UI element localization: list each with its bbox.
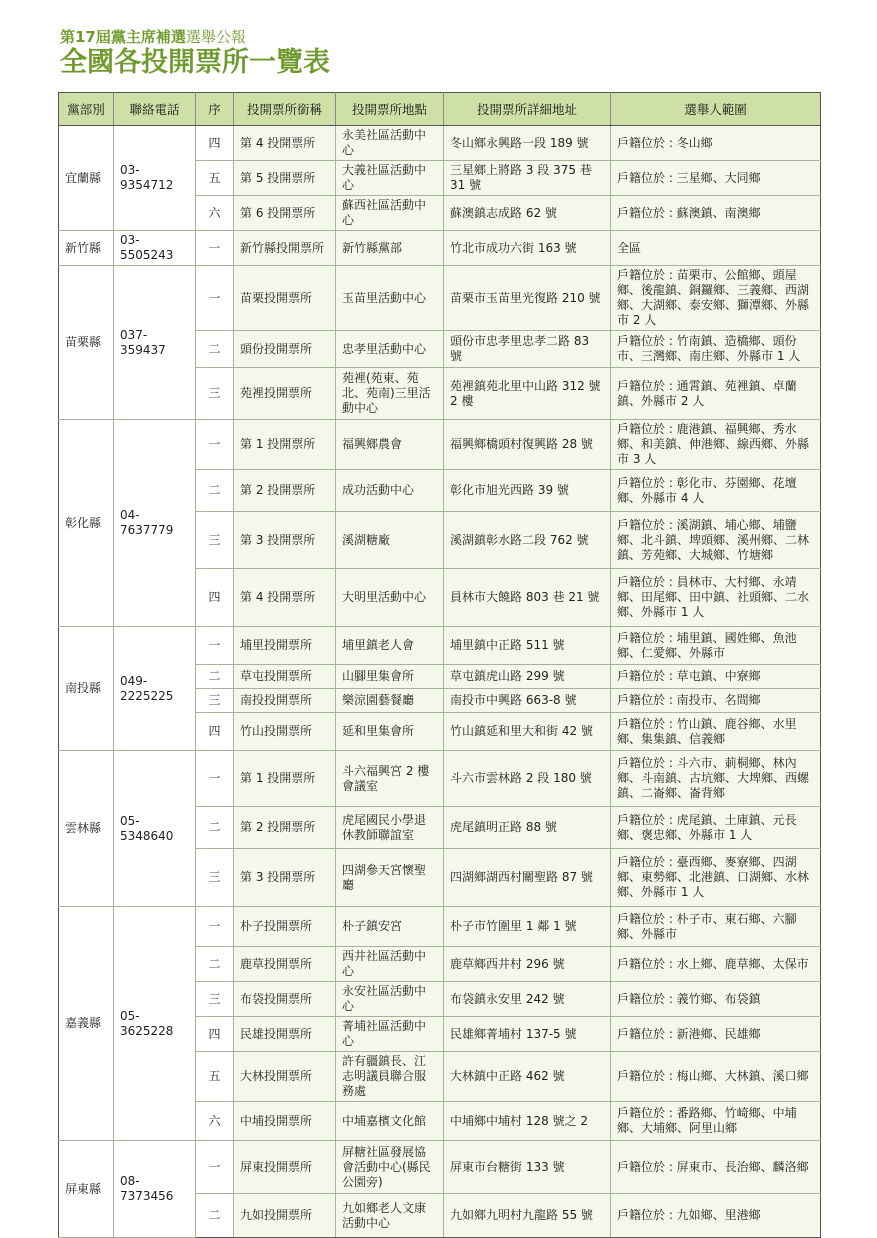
station-location-cell: 大義社區活動中心 xyxy=(336,161,444,196)
seq-cell: 三 xyxy=(196,689,234,713)
station-location-cell: 虎尾國民小學退休教師聯誼室 xyxy=(336,807,444,849)
seq-cell: 四 xyxy=(196,569,234,627)
station-location-cell: 福興鄉農會 xyxy=(336,420,444,470)
voter-scope-cell: 戶籍位於 : 彰化市、芬園鄉、花壇鄉、外縣市 4 人 xyxy=(611,470,821,512)
station-address-cell: 四湖鄉湖西村關聖路 87 號 xyxy=(444,849,611,907)
station-name-cell: 民雄投開票所 xyxy=(234,1017,336,1052)
seq-cell: 一 xyxy=(196,751,234,807)
phone-cell: 05-5348640 xyxy=(114,751,196,907)
column-header: 選舉人範圍 xyxy=(611,93,821,126)
phone-cell: 03-9354712 xyxy=(114,126,196,231)
seq-cell: 一 xyxy=(196,231,234,266)
station-name-cell: 朴子投開票所 xyxy=(234,907,336,947)
station-location-cell: 蘇西社區活動中心 xyxy=(336,196,444,231)
station-name-cell: 苗栗投開票所 xyxy=(234,266,336,331)
table-row xyxy=(59,420,821,470)
station-address-cell: 虎尾鎮明正路 88 號 xyxy=(444,807,611,849)
table-row xyxy=(59,1141,821,1194)
seq-cell: 四 xyxy=(196,713,234,751)
seq-cell: 三 xyxy=(196,368,234,420)
station-location-cell: 菁埔社區活動中心 xyxy=(336,1017,444,1052)
phone-cell: 05-3625228 xyxy=(114,907,196,1141)
station-address-cell: 苑裡鎮苑北里中山路 312 號 2 樓 xyxy=(444,368,611,420)
station-address-cell: 員林市大饒路 803 巷 21 號 xyxy=(444,569,611,627)
station-name-cell: 第 5 投開票所 xyxy=(234,161,336,196)
station-location-cell: 玉苗里活動中心 xyxy=(336,266,444,331)
voter-scope-cell: 戶籍位於 : 埔里鎮、國姓鄉、魚池鄉、仁愛鄉、外縣市 xyxy=(611,627,821,665)
station-name-cell: 九如投開票所 xyxy=(234,1194,336,1238)
station-address-cell: 埔里鎮中正路 511 號 xyxy=(444,627,611,665)
county-cell: 彰化縣 xyxy=(59,420,114,627)
station-name-cell: 南投投開票所 xyxy=(234,689,336,713)
seq-cell: 四 xyxy=(196,126,234,161)
station-address-cell: 斗六市雲林路 2 段 180 號 xyxy=(444,751,611,807)
voter-scope-cell: 戶籍位於 : 溪湖鎮、埔心鄉、埔鹽鄉、北斗鎮、埤頭鄉、溪州鄉、二林鎮、芳苑鄉、大城鄉、竹塘鄉 xyxy=(611,512,821,569)
station-location-cell: 成功活動中心 xyxy=(336,470,444,512)
station-name-cell: 苑裡投開票所 xyxy=(234,368,336,420)
station-address-cell: 福興鄉橋頭村復興路 28 號 xyxy=(444,420,611,470)
voter-scope-cell: 戶籍位於 : 通霄鎮、苑裡鎮、卓蘭鎮、外縣市 2 人 xyxy=(611,368,821,420)
subtitle-light: 選舉公報 xyxy=(185,28,246,46)
seq-cell: 二 xyxy=(196,331,234,368)
station-name-cell: 第 2 投開票所 xyxy=(234,470,336,512)
station-location-cell: 四湖參天宮懷聖廳 xyxy=(336,849,444,907)
voter-scope-cell: 戶籍位於 : 三星鄉、大同鄉 xyxy=(611,161,821,196)
station-location-cell: 新竹縣黨部 xyxy=(336,231,444,266)
column-header: 序 xyxy=(196,93,234,126)
seq-cell: 二 xyxy=(196,807,234,849)
subtitle-bold: 第17屆黨主席補選 xyxy=(60,28,186,46)
station-address-cell: 苗栗市玉苗里光復路 210 號 xyxy=(444,266,611,331)
county-cell: 新竹縣 xyxy=(59,231,114,266)
station-address-cell: 布袋鎮永安里 242 號 xyxy=(444,982,611,1017)
voter-scope-cell: 戶籍位於 : 水上鄉、鹿草鄉、太保市 xyxy=(611,947,821,982)
station-address-cell: 朴子市竹圍里 1 鄰 1 號 xyxy=(444,907,611,947)
station-name-cell: 第 1 投開票所 xyxy=(234,420,336,470)
seq-cell: 二 xyxy=(196,470,234,512)
voter-scope-cell: 戶籍位於 : 冬山鄉 xyxy=(611,126,821,161)
county-cell: 屏東縣 xyxy=(59,1141,114,1238)
station-name-cell: 第 4 投開票所 xyxy=(234,126,336,161)
voter-scope-cell: 戶籍位於 : 苗栗市、公館鄉、頭屋鄉、後龍鎮、銅鑼鄉、三義鄉、西湖鄉、大湖鄉、泰安鄉、獅潭鄉、外縣市 2 人 xyxy=(611,266,821,331)
seq-cell: 三 xyxy=(196,849,234,907)
station-address-cell: 民雄鄉菁埔村 137-5 號 xyxy=(444,1017,611,1052)
station-name-cell: 竹山投開票所 xyxy=(234,713,336,751)
station-name-cell: 第 1 投開票所 xyxy=(234,751,336,807)
voter-scope-cell: 戶籍位於 : 梅山鄉、大林鎮、溪口鄉 xyxy=(611,1052,821,1102)
table-row xyxy=(59,126,821,161)
phone-cell: 03-5505243 xyxy=(114,231,196,266)
phone-cell: 04-7637779 xyxy=(114,420,196,627)
station-name-cell: 屏東投開票所 xyxy=(234,1141,336,1194)
station-name-cell: 第 3 投開票所 xyxy=(234,849,336,907)
station-address-cell: 三星鄉上將路 3 段 375 巷 31 號 xyxy=(444,161,611,196)
station-name-cell: 布袋投開票所 xyxy=(234,982,336,1017)
voter-scope-cell: 戶籍位於 : 新港鄉、民雄鄉 xyxy=(611,1017,821,1052)
seq-cell: 三 xyxy=(196,512,234,569)
seq-cell: 一 xyxy=(196,420,234,470)
station-address-cell: 頭份市忠孝里忠孝二路 83 號 xyxy=(444,331,611,368)
voter-scope-cell: 戶籍位於 : 南投市、名間鄉 xyxy=(611,689,821,713)
station-location-cell: 朴子鎮安宮 xyxy=(336,907,444,947)
seq-cell: 四 xyxy=(196,1017,234,1052)
column-header: 投開票所地點 xyxy=(336,93,444,126)
station-location-cell: 斗六福興宮 2 樓會議室 xyxy=(336,751,444,807)
voter-scope-cell: 戶籍位於 : 九如鄉、里港鄉 xyxy=(611,1194,821,1238)
seq-cell: 五 xyxy=(196,1052,234,1102)
station-name-cell: 大林投開票所 xyxy=(234,1052,336,1102)
voter-scope-cell: 戶籍位於 : 虎尾鎮、土庫鎮、元長鄉、褒忠鄉、外縣市 1 人 xyxy=(611,807,821,849)
table-row xyxy=(59,266,821,331)
table-header-row xyxy=(59,93,821,126)
station-location-cell: 西井社區活動中心 xyxy=(336,947,444,982)
station-name-cell: 埔里投開票所 xyxy=(234,627,336,665)
voter-scope-cell: 戶籍位於 : 屏東市、長治鄉、麟洛鄉 xyxy=(611,1141,821,1194)
seq-cell: 一 xyxy=(196,907,234,947)
seq-cell: 五 xyxy=(196,161,234,196)
table-row xyxy=(59,751,821,807)
column-header: 投開票所銜稱 xyxy=(234,93,336,126)
voter-scope-cell: 全區 xyxy=(611,231,821,266)
station-address-cell: 蘇澳鎮志成路 62 號 xyxy=(444,196,611,231)
phone-cell: 037-359437 xyxy=(114,266,196,420)
seq-cell: 一 xyxy=(196,266,234,331)
seq-cell: 六 xyxy=(196,196,234,231)
station-address-cell: 竹北市成功六街 163 號 xyxy=(444,231,611,266)
county-cell: 雲林縣 xyxy=(59,751,114,907)
station-address-cell: 南投市中興路 663-8 號 xyxy=(444,689,611,713)
station-name-cell: 第 3 投開票所 xyxy=(234,512,336,569)
station-address-cell: 草屯鎮虎山路 299 號 xyxy=(444,665,611,689)
station-name-cell: 新竹縣投開票所 xyxy=(234,231,336,266)
seq-cell: 一 xyxy=(196,627,234,665)
station-location-cell: 屏糖社區發展協會活動中心(縣民公園旁) xyxy=(336,1141,444,1194)
station-location-cell: 許有疆鎮長、江志明議員聯合服務處 xyxy=(336,1052,444,1102)
station-location-cell: 溪湖糖廠 xyxy=(336,512,444,569)
station-location-cell: 永美社區活動中心 xyxy=(336,126,444,161)
station-location-cell: 苑裡(苑東、苑北、苑南)三里活動中心 xyxy=(336,368,444,420)
station-location-cell: 永安社區活動中心 xyxy=(336,982,444,1017)
station-location-cell: 山腳里集會所 xyxy=(336,665,444,689)
voter-scope-cell: 戶籍位於 : 義竹鄉、布袋鎮 xyxy=(611,982,821,1017)
voter-scope-cell: 戶籍位於 : 臺西鄉、麥寮鄉、四湖鄉、東勢鄉、北港鎮、口湖鄉、水林鄉、外縣市 1 人 xyxy=(611,849,821,907)
voter-scope-cell: 戶籍位於 : 鹿港鎮、福興鄉、秀水鄉、和美鎮、伸港鄉、線西鄉、外縣市 3 人 xyxy=(611,420,821,470)
station-location-cell: 忠孝里活動中心 xyxy=(336,331,444,368)
station-address-cell: 竹山鎮延和里大和街 42 號 xyxy=(444,713,611,751)
column-header: 聯絡電話 xyxy=(114,93,196,126)
voter-scope-cell: 戶籍位於 : 竹南鎮、造橋鄉、頭份市、三灣鄉、南庄鄉、外縣市 1 人 xyxy=(611,331,821,368)
column-header: 黨部別 xyxy=(59,93,114,126)
table-row xyxy=(59,627,821,665)
station-location-cell: 中埔嘉檳文化館 xyxy=(336,1102,444,1141)
station-address-cell: 屏東市台糖街 133 號 xyxy=(444,1141,611,1194)
station-address-cell: 大林鎮中正路 462 號 xyxy=(444,1052,611,1102)
seq-cell: 二 xyxy=(196,947,234,982)
page-title: 全國各投開票所一覽表 xyxy=(60,47,330,78)
page-header xyxy=(60,28,330,80)
seq-cell: 一 xyxy=(196,1141,234,1194)
station-location-cell: 九如鄉老人文康活動中心 xyxy=(336,1194,444,1238)
polling-station-table xyxy=(58,92,821,1238)
seq-cell: 二 xyxy=(196,665,234,689)
seq-cell: 二 xyxy=(196,1194,234,1238)
seq-cell: 六 xyxy=(196,1102,234,1141)
column-header: 投開票所詳細地址 xyxy=(444,93,611,126)
table-row xyxy=(59,907,821,947)
station-location-cell: 埔里鎮老人會 xyxy=(336,627,444,665)
voter-scope-cell: 戶籍位於 : 員林市、大村鄉、永靖鄉、田尾鄉、田中鎮、社頭鄉、二水鄉、外縣市 1 人 xyxy=(611,569,821,627)
county-cell: 宜蘭縣 xyxy=(59,126,114,231)
table-row xyxy=(59,231,821,266)
voter-scope-cell: 戶籍位於 : 番路鄉、竹崎鄉、中埔鄉、大埔鄉、阿里山鄉 xyxy=(611,1102,821,1141)
voter-scope-cell: 戶籍位於 : 蘇澳鎮、南澳鄉 xyxy=(611,196,821,231)
station-address-cell: 溪湖鎮彰水路二段 762 號 xyxy=(444,512,611,569)
station-name-cell: 中埔投開票所 xyxy=(234,1102,336,1141)
page-subtitle xyxy=(60,28,330,46)
station-name-cell: 鹿草投開票所 xyxy=(234,947,336,982)
county-cell: 苗栗縣 xyxy=(59,266,114,420)
voter-scope-cell: 戶籍位於 : 竹山鎮、鹿谷鄉、水里鄉、集集鎮、信義鄉 xyxy=(611,713,821,751)
station-address-cell: 彰化市旭光西路 39 號 xyxy=(444,470,611,512)
phone-cell: 08-7373456 xyxy=(114,1141,196,1238)
phone-cell: 049-2225225 xyxy=(114,627,196,751)
voter-scope-cell: 戶籍位於 : 斗六市、莿桐鄉、林內鄉、斗南鎮、古坑鄉、大埤鄉、西螺鎮、二崙鄉、崙背鄉 xyxy=(611,751,821,807)
station-name-cell: 草屯投開票所 xyxy=(234,665,336,689)
station-address-cell: 九如鄉九明村九龍路 55 號 xyxy=(444,1194,611,1238)
station-name-cell: 第 4 投開票所 xyxy=(234,569,336,627)
station-address-cell: 冬山鄉永興路一段 189 號 xyxy=(444,126,611,161)
station-name-cell: 頭份投開票所 xyxy=(234,331,336,368)
station-address-cell: 中埔鄉中埔村 128 號之 2 xyxy=(444,1102,611,1141)
station-address-cell: 鹿草鄉西井村 296 號 xyxy=(444,947,611,982)
county-cell: 南投縣 xyxy=(59,627,114,751)
voter-scope-cell: 戶籍位於 : 草屯鎮、中寮鄉 xyxy=(611,665,821,689)
station-location-cell: 大明里活動中心 xyxy=(336,569,444,627)
voter-scope-cell: 戶籍位於 : 朴子市、東石鄉、六腳鄉、外縣市 xyxy=(611,907,821,947)
seq-cell: 三 xyxy=(196,982,234,1017)
station-name-cell: 第 2 投開票所 xyxy=(234,807,336,849)
county-cell: 嘉義縣 xyxy=(59,907,114,1141)
station-location-cell: 樂涼園藝餐廳 xyxy=(336,689,444,713)
station-location-cell: 延和里集會所 xyxy=(336,713,444,751)
station-name-cell: 第 6 投開票所 xyxy=(234,196,336,231)
